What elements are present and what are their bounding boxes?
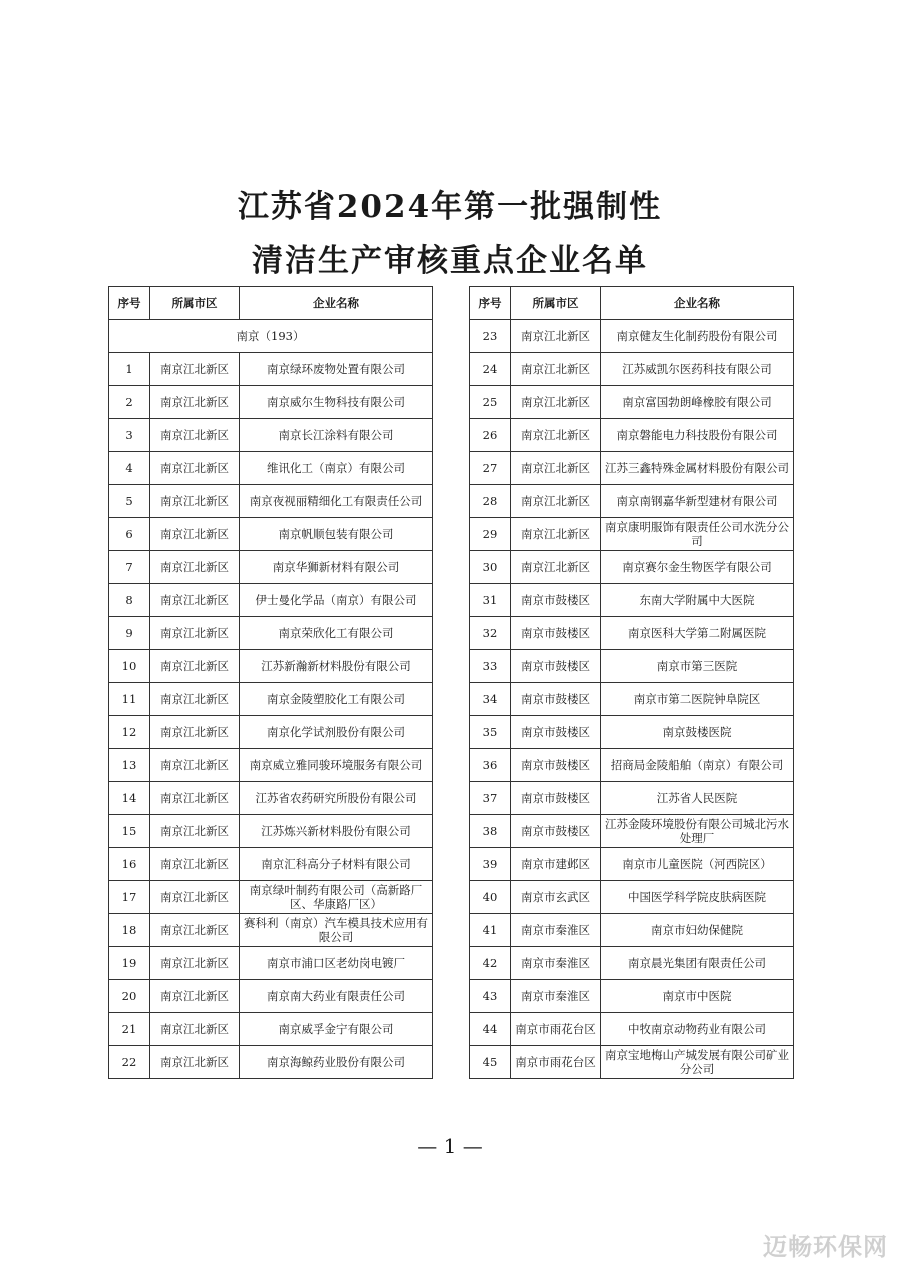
row-company: 南京医科大学第二附属医院 (601, 617, 794, 650)
row-company: 南京海鲸药业股份有限公司 (240, 1046, 433, 1079)
row-district: 南京江北新区 (150, 881, 240, 914)
company-table-left (108, 286, 433, 1079)
row-company: 江苏炼兴新材料股份有限公司 (240, 815, 433, 848)
header-index: 序号 (470, 287, 511, 320)
row-district: 南京江北新区 (150, 419, 240, 452)
table-row (109, 1046, 433, 1079)
row-index: 29 (470, 518, 511, 551)
row-company: 南京金陵塑胶化工有限公司 (240, 683, 433, 716)
row-index: 25 (470, 386, 511, 419)
row-company: 赛科利（南京）汽车模具技术应用有限公司 (240, 914, 433, 947)
row-district: 南京江北新区 (150, 716, 240, 749)
title-line-1: 江苏省2024年第一批强制性 (237, 189, 663, 225)
table-row (470, 914, 794, 947)
table-row (470, 749, 794, 782)
row-district: 南京江北新区 (150, 650, 240, 683)
table-row (470, 1013, 794, 1046)
row-index: 6 (109, 518, 150, 551)
row-index: 12 (109, 716, 150, 749)
group-label: 南京（193） (109, 320, 433, 353)
row-district: 南京江北新区 (150, 1013, 240, 1046)
row-district: 南京江北新区 (150, 353, 240, 386)
row-company: 南京夜视丽精细化工有限责任公司 (240, 485, 433, 518)
row-index: 9 (109, 617, 150, 650)
row-index: 24 (470, 353, 511, 386)
page-number: — 1 — (417, 1134, 483, 1158)
row-company: 南京荣欣化工有限公司 (240, 617, 433, 650)
table-row (109, 452, 433, 485)
watermark: 迈畅环保网 (763, 1233, 888, 1261)
row-index: 22 (109, 1046, 150, 1079)
header-index: 序号 (109, 287, 150, 320)
row-district: 南京江北新区 (150, 1046, 240, 1079)
row-district: 南京市鼓楼区 (511, 584, 601, 617)
row-district: 南京市雨花台区 (511, 1013, 601, 1046)
table-row (109, 386, 433, 419)
row-index: 7 (109, 551, 150, 584)
table-row (109, 485, 433, 518)
row-index: 18 (109, 914, 150, 947)
row-company: 中牧南京动物药业有限公司 (601, 1013, 794, 1046)
row-company: 伊士曼化学品（南京）有限公司 (240, 584, 433, 617)
row-company: 南京华狮新材料有限公司 (240, 551, 433, 584)
row-district: 南京江北新区 (511, 386, 601, 419)
row-index: 30 (470, 551, 511, 584)
table-row (109, 1013, 433, 1046)
row-district: 南京江北新区 (150, 551, 240, 584)
row-index: 42 (470, 947, 511, 980)
row-district: 南京市鼓楼区 (511, 749, 601, 782)
row-index: 45 (470, 1046, 511, 1079)
table-row (470, 485, 794, 518)
row-index: 40 (470, 881, 511, 914)
row-district: 南京市鼓楼区 (511, 683, 601, 716)
row-district: 南京江北新区 (511, 320, 601, 353)
row-district: 南京江北新区 (150, 485, 240, 518)
row-company: 南京威孚金宁有限公司 (240, 1013, 433, 1046)
table-row (109, 716, 433, 749)
table-row (470, 683, 794, 716)
row-district: 南京江北新区 (511, 452, 601, 485)
row-index: 10 (109, 650, 150, 683)
row-district: 南京市雨花台区 (511, 1046, 601, 1079)
row-index: 19 (109, 947, 150, 980)
table-row (109, 650, 433, 683)
row-index: 44 (470, 1013, 511, 1046)
row-company: 南京宝地梅山产城发展有限公司矿业分公司 (601, 1046, 794, 1079)
row-index: 3 (109, 419, 150, 452)
row-index: 16 (109, 848, 150, 881)
row-company: 江苏三鑫特殊金属材料股份有限公司 (601, 452, 794, 485)
table-row (470, 716, 794, 749)
table-row (109, 947, 433, 980)
row-company: 南京化学试剂股份有限公司 (240, 716, 433, 749)
row-index: 14 (109, 782, 150, 815)
row-company: 江苏省农药研究所股份有限公司 (240, 782, 433, 815)
row-district: 南京江北新区 (150, 947, 240, 980)
row-company: 南京赛尔金生物医学有限公司 (601, 551, 794, 584)
table-row (470, 452, 794, 485)
company-table-right (469, 286, 794, 1079)
row-district: 南京市鼓楼区 (511, 617, 601, 650)
row-index: 34 (470, 683, 511, 716)
table-row (109, 980, 433, 1013)
group-row-nanjing (109, 320, 433, 353)
table-row (470, 881, 794, 914)
table-row (470, 947, 794, 980)
row-index: 13 (109, 749, 150, 782)
row-company: 南京市浦口区老幼岗电镀厂 (240, 947, 433, 980)
row-district: 南京江北新区 (511, 551, 601, 584)
row-district: 南京市鼓楼区 (511, 716, 601, 749)
row-district: 南京江北新区 (150, 848, 240, 881)
table-row (109, 584, 433, 617)
row-company: 南京鼓楼医院 (601, 716, 794, 749)
row-company: 南京汇科高分子材料有限公司 (240, 848, 433, 881)
table-row (109, 848, 433, 881)
row-index: 26 (470, 419, 511, 452)
table-row (470, 353, 794, 386)
row-index: 20 (109, 980, 150, 1013)
row-index: 2 (109, 386, 150, 419)
table-row (470, 551, 794, 584)
table-row (470, 782, 794, 815)
row-district: 南京江北新区 (150, 518, 240, 551)
row-district: 南京江北新区 (150, 617, 240, 650)
row-index: 5 (109, 485, 150, 518)
table-row (109, 518, 433, 551)
row-index: 21 (109, 1013, 150, 1046)
table-row (470, 584, 794, 617)
table-row (470, 320, 794, 353)
row-district: 南京市秦淮区 (511, 980, 601, 1013)
row-index: 41 (470, 914, 511, 947)
row-company: 南京威尔生物科技有限公司 (240, 386, 433, 419)
header-row (470, 287, 794, 320)
row-index: 36 (470, 749, 511, 782)
row-company: 南京帆顺包装有限公司 (240, 518, 433, 551)
table-row (470, 617, 794, 650)
row-company: 维讯化工（南京）有限公司 (240, 452, 433, 485)
row-company: 江苏省人民医院 (601, 782, 794, 815)
header-company: 企业名称 (240, 287, 433, 320)
row-company: 南京长江涂料有限公司 (240, 419, 433, 452)
row-index: 11 (109, 683, 150, 716)
table-row (109, 914, 433, 947)
table-row (470, 386, 794, 419)
row-company: 江苏金陵环境股份有限公司城北污水处理厂 (601, 815, 794, 848)
row-district: 南京江北新区 (511, 518, 601, 551)
row-index: 15 (109, 815, 150, 848)
row-company: 南京健友生化制药股份有限公司 (601, 320, 794, 353)
row-index: 32 (470, 617, 511, 650)
row-company: 南京市第三医院 (601, 650, 794, 683)
row-company: 南京富国勃朗峰橡胶有限公司 (601, 386, 794, 419)
table-row (109, 815, 433, 848)
table-row (109, 617, 433, 650)
row-index: 35 (470, 716, 511, 749)
row-district: 南京江北新区 (150, 914, 240, 947)
row-district: 南京江北新区 (511, 485, 601, 518)
row-district: 南京市建邺区 (511, 848, 601, 881)
row-company: 南京威立雅同骏环境服务有限公司 (240, 749, 433, 782)
row-district: 南京江北新区 (150, 815, 240, 848)
row-company: 东南大学附属中大医院 (601, 584, 794, 617)
table-row (470, 1046, 794, 1079)
table-row (109, 683, 433, 716)
row-district: 南京市玄武区 (511, 881, 601, 914)
row-index: 37 (470, 782, 511, 815)
table-row (109, 749, 433, 782)
row-district: 南京江北新区 (511, 419, 601, 452)
row-company: 江苏新瀚新材料股份有限公司 (240, 650, 433, 683)
row-company: 南京绿环废物处置有限公司 (240, 353, 433, 386)
row-district: 南京江北新区 (150, 386, 240, 419)
table-row (109, 782, 433, 815)
document-title (0, 180, 900, 288)
table-row (470, 518, 794, 551)
row-district: 南京市鼓楼区 (511, 650, 601, 683)
row-index: 8 (109, 584, 150, 617)
row-index: 38 (470, 815, 511, 848)
row-district: 南京市鼓楼区 (511, 782, 601, 815)
header-district: 所属市区 (511, 287, 601, 320)
row-index: 27 (470, 452, 511, 485)
row-index: 43 (470, 980, 511, 1013)
row-district: 南京江北新区 (150, 683, 240, 716)
row-company: 南京康明服饰有限责任公司水洗分公司 (601, 518, 794, 551)
row-district: 南京江北新区 (511, 353, 601, 386)
row-company: 南京磐能电力科技股份有限公司 (601, 419, 794, 452)
table-row (470, 980, 794, 1013)
header-district: 所属市区 (150, 287, 240, 320)
row-company: 招商局金陵船舶（南京）有限公司 (601, 749, 794, 782)
row-company: 江苏威凯尔医药科技有限公司 (601, 353, 794, 386)
row-company: 南京市妇幼保健院 (601, 914, 794, 947)
row-company: 南京市第二医院钟阜院区 (601, 683, 794, 716)
row-district: 南京江北新区 (150, 980, 240, 1013)
table-row (470, 650, 794, 683)
row-district: 南京市秦淮区 (511, 947, 601, 980)
row-district: 南京江北新区 (150, 452, 240, 485)
header-row (109, 287, 433, 320)
table-row (470, 419, 794, 452)
row-company: 南京市中医院 (601, 980, 794, 1013)
table-row (109, 881, 433, 914)
row-district: 南京市鼓楼区 (511, 815, 601, 848)
row-index: 17 (109, 881, 150, 914)
row-district: 南京江北新区 (150, 749, 240, 782)
table-row (109, 551, 433, 584)
row-index: 39 (470, 848, 511, 881)
table-row (470, 815, 794, 848)
row-company: 南京南大药业有限责任公司 (240, 980, 433, 1013)
row-index: 23 (470, 320, 511, 353)
row-index: 28 (470, 485, 511, 518)
row-company: 南京晨光集团有限责任公司 (601, 947, 794, 980)
table-row (470, 848, 794, 881)
header-company: 企业名称 (601, 287, 794, 320)
row-index: 1 (109, 353, 150, 386)
row-company: 南京市儿童医院（河西院区） (601, 848, 794, 881)
title-line-2: 清洁生产审核重点企业名单 (252, 243, 648, 279)
row-index: 4 (109, 452, 150, 485)
row-company: 南京绿叶制药有限公司（高新路厂区、华康路厂区） (240, 881, 433, 914)
table-row (109, 419, 433, 452)
table-row (109, 353, 433, 386)
row-district: 南京江北新区 (150, 782, 240, 815)
row-index: 33 (470, 650, 511, 683)
row-company: 中国医学科学院皮肤病医院 (601, 881, 794, 914)
row-company: 南京南钢嘉华新型建材有限公司 (601, 485, 794, 518)
row-index: 31 (470, 584, 511, 617)
row-district: 南京市秦淮区 (511, 914, 601, 947)
row-district: 南京江北新区 (150, 584, 240, 617)
